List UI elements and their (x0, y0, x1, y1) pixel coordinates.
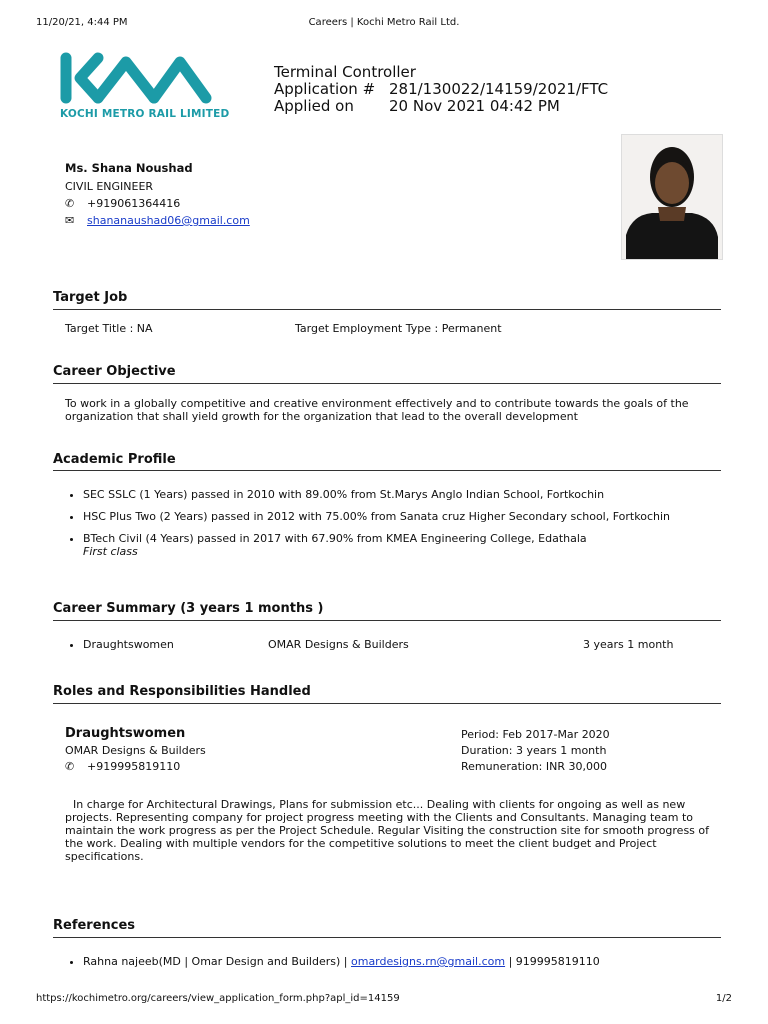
divider (53, 703, 721, 704)
phone-icon: ✆ (65, 760, 75, 773)
list-item (83, 638, 725, 651)
divider (53, 937, 721, 938)
print-url: https://kochimetro.org/careers/view_application_form.php?apl_id=14159 (36, 993, 400, 1004)
reference-text: Rahna najeeb(MD | Omar Design and Builders) | (83, 955, 351, 968)
divider (53, 470, 721, 471)
roles-heading: Roles and Responsibilities Handled (53, 684, 311, 699)
career-objective-text: To work in a globally competitive and creative environment effectively and to contribute towards the goals of the organization that shall yield growth for the organization that lead to the overall development (65, 397, 689, 423)
academic-note: First class (83, 545, 138, 558)
applicant-email-link[interactable]: shananaushad06@gmail.com (87, 214, 250, 227)
logo-text: KOCHI METRO RAIL LIMITED (60, 108, 230, 120)
career-summary-heading: Career Summary (3 years 1 months ) (53, 601, 324, 616)
list-item (83, 532, 725, 558)
role-title: Draughtswomen (65, 726, 186, 741)
role-period: Period: Feb 2017-Mar 2020 (461, 728, 610, 741)
summary-company: OMAR Designs & Builders (268, 638, 409, 651)
applicant-phone-row (65, 197, 180, 210)
references-heading: References (53, 918, 136, 933)
academic-entry: BTech Civil (4 Years) passed in 2017 with 67.90% from KMEA Engineering College, Edathala (83, 532, 587, 545)
list-item (83, 955, 725, 968)
divider (53, 383, 721, 384)
summary-duration: 3 years 1 month (583, 638, 674, 651)
target-title: Target Title : NA (65, 322, 153, 335)
list-item (83, 510, 725, 523)
target-employment-type: Target Employment Type : Permanent (295, 322, 502, 335)
applicant-email-row (65, 214, 250, 227)
role-remuneration: Remuneration: INR 30,000 (461, 760, 607, 773)
role-phone-row (65, 760, 180, 773)
career-summary-list (65, 638, 725, 651)
print-page-number: 1/2 (715, 993, 732, 1004)
divider (53, 309, 721, 310)
applicant-role: CIVIL ENGINEER (65, 180, 154, 193)
position-title: Terminal Controller (274, 63, 416, 81)
divider (53, 620, 721, 621)
applicant-name: Ms. Shana Noushad (65, 161, 193, 175)
career-objective-heading: Career Objective (53, 364, 176, 379)
role-phone: +919995819110 (87, 760, 181, 773)
list-item (83, 488, 725, 501)
applicant-photo (621, 134, 723, 260)
references-list (65, 955, 725, 968)
phone-icon: ✆ (65, 197, 75, 210)
print-datetime: 11/20/21, 4:44 PM (36, 17, 128, 28)
applied-on-row (274, 97, 560, 115)
reference-email-link[interactable]: omardesigns.rn@gmail.com (351, 955, 506, 968)
summary-role: Draughtswomen (83, 638, 174, 651)
applied-on-date: 20 Nov 2021 04:42 PM (389, 97, 560, 115)
role-description: In charge for Architectural Drawings, Plans for submission etc... Dealing with clients for ongoing as well as new projects. Representing company for project progress meeting with the Clients and Consultants. Managing team to maintain the work progress as per the Project Schedule. Regular Visiting the construction site for smooth progress of the work. Dealing with multiple vendors for the competitive solutions to meet the client budget and Project specifications. (65, 798, 710, 863)
applied-on-label: Applied on (274, 97, 354, 115)
application-number-row (274, 80, 608, 98)
reference-phone: | 919995819110 (505, 955, 600, 968)
academic-entry: SEC SSLC (1 Years) passed in 2010 with 89.00% from St.Marys Anglo Indian School, Fortkochin (83, 488, 605, 501)
print-page-title: Careers | Kochi Metro Rail Ltd. (308, 17, 460, 28)
envelope-icon: ✉ (65, 214, 75, 227)
academic-entry: HSC Plus Two (2 Years) passed in 2012 with 75.00% from Sanata cruz Higher Secondary school, Fortkochin (83, 510, 670, 523)
applicant-phone: +919061364416 (87, 197, 181, 210)
target-job-heading: Target Job (53, 290, 128, 305)
academic-profile-heading: Academic Profile (53, 452, 176, 467)
academic-list (65, 488, 725, 558)
role-duration: Duration: 3 years 1 month (461, 744, 607, 757)
role-company: OMAR Designs & Builders (65, 744, 206, 757)
application-number-label: Application # (274, 80, 376, 98)
application-number: 281/130022/14159/2021/FTC (389, 80, 609, 98)
